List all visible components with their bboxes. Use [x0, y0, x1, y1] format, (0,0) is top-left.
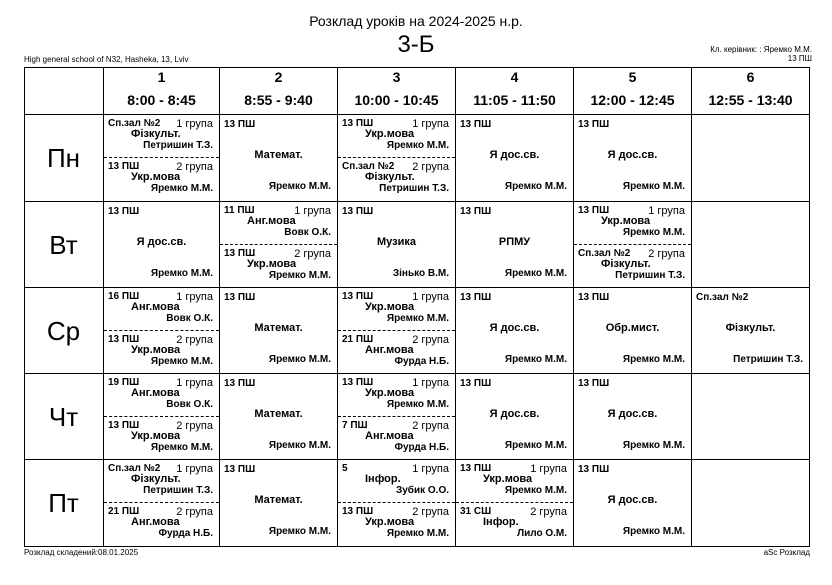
lesson-cell [220, 288, 338, 374]
lesson-subject: Я дос.св. [607, 408, 658, 420]
lesson-group-half [104, 374, 219, 417]
lesson-cell [456, 288, 574, 374]
lesson-subject: Музика [377, 236, 416, 248]
lesson-group: 2 група [648, 248, 685, 260]
lesson-cell [220, 374, 338, 460]
lesson-room: 13 ПШ [460, 463, 492, 474]
corner-cell [24, 67, 104, 115]
lesson-room: 13 ПШ [224, 464, 256, 475]
empty-lesson-cell [692, 115, 810, 202]
lesson-room: 19 ПШ [108, 377, 140, 388]
lesson-room: Сп.зал №2 [108, 463, 161, 474]
lesson-room: 13 ПШ [224, 378, 256, 389]
day-cell [24, 374, 104, 460]
lesson-teacher: Яремко М.М. [386, 528, 449, 539]
lesson-subject: Укр.мова [483, 473, 533, 485]
split-lesson-cell [456, 460, 574, 547]
class-teacher-room: 13 ПШ [787, 54, 812, 63]
lesson-teacher: Вовк О.К. [166, 399, 213, 410]
lesson-group-half [338, 460, 455, 503]
generated-date: Розклад складений:08.01.2025 [24, 548, 139, 557]
lesson-teacher: Петришин Т.З. [733, 354, 803, 365]
lesson-group-half [456, 503, 573, 545]
split-lesson-cell [104, 115, 220, 202]
lesson-subject: Математ. [254, 149, 303, 161]
lesson-group: 1 група [412, 377, 449, 389]
day-label: Ср [46, 316, 81, 346]
lesson-room: 13 ПШ [224, 292, 256, 303]
lesson-cell [104, 202, 220, 288]
lesson-teacher: Фурда Н.Б. [394, 442, 449, 453]
lesson-group: 2 група [412, 334, 449, 346]
lesson-teacher: Яремко М.М. [268, 440, 331, 451]
lesson-room: 13 ПШ [108, 161, 140, 172]
period-number: 3 [392, 69, 401, 85]
lesson-subject: Інфор. [483, 516, 519, 528]
lesson-teacher: Яремко М.М. [386, 140, 449, 151]
lesson-group: 1 група [648, 205, 685, 217]
lesson-subject: Анг.мова [247, 215, 296, 227]
split-lesson-cell [574, 202, 692, 288]
lesson-teacher: Яремко М.М. [504, 181, 567, 192]
lesson-subject: Укр.мова [247, 258, 297, 270]
lesson-room: 13 ПШ [342, 291, 374, 302]
day-cell [24, 115, 104, 202]
lesson-group-half [338, 288, 455, 331]
lesson-teacher: Лило О.М. [517, 528, 567, 539]
app-credit: aSc Розклад [763, 548, 810, 557]
lesson-teacher: Яремко М.М. [622, 440, 685, 451]
period-time: 8:55 - 9:40 [244, 92, 313, 108]
lesson-room: Сп.зал №2 [696, 292, 749, 303]
day-label: Чт [48, 402, 79, 432]
lesson-room: Сп.зал №2 [342, 161, 395, 172]
lesson-teacher: Яремко М.М. [150, 183, 213, 194]
period-header [338, 67, 456, 115]
lesson-group-half [338, 331, 455, 373]
lesson-teacher: Яремко М.М. [386, 313, 449, 324]
lesson-room: 13 ПШ [108, 420, 140, 431]
lesson-room: 13 ПШ [460, 206, 492, 217]
lesson-room: 13 ПШ [224, 248, 256, 259]
period-header [104, 67, 220, 115]
split-lesson-cell [338, 288, 456, 374]
lesson-cell [456, 374, 574, 460]
period-time: 10:00 - 10:45 [354, 92, 439, 108]
lesson-subject: Укр.мова [131, 430, 181, 442]
lesson-group-half [104, 331, 219, 373]
lesson-cell [220, 460, 338, 547]
lesson-teacher: Яремко М.М. [268, 181, 331, 192]
lesson-group-half [338, 417, 455, 459]
lesson-subject: Математ. [254, 494, 303, 506]
period-header [692, 67, 810, 115]
lesson-subject: Укр.мова [601, 215, 651, 227]
lesson-teacher: Вовк О.К. [166, 313, 213, 324]
lesson-room: 21 ПШ [108, 506, 140, 517]
lesson-subject: Анг.мова [365, 430, 414, 442]
lesson-room: 7 ПШ [342, 420, 368, 431]
lesson-room: 13 ПШ [578, 119, 610, 130]
lesson-subject: Я дос.св. [607, 494, 658, 506]
lesson-subject: Анг.мова [131, 387, 180, 399]
lesson-cell [692, 288, 810, 374]
lesson-teacher: Яремко М.М. [268, 354, 331, 365]
lesson-subject: Обр.мист. [605, 322, 660, 334]
lesson-subject: Фізкульт. [601, 258, 651, 270]
lesson-subject: Я дос.св. [489, 149, 540, 161]
lesson-room: 13 ПШ [578, 464, 610, 475]
lesson-group: 2 група [530, 506, 567, 518]
lesson-room: 13 ПШ [460, 378, 492, 389]
lesson-group-half [456, 460, 573, 503]
lesson-room: 16 ПШ [108, 291, 140, 302]
day-label: Пт [48, 488, 79, 518]
lesson-subject: Укр.мова [365, 301, 415, 313]
period-time: 11:05 - 11:50 [473, 92, 556, 108]
period-number: 6 [746, 69, 755, 85]
lesson-cell [574, 374, 692, 460]
lesson-group-half [104, 460, 219, 503]
lesson-subject: Анг.мова [131, 301, 180, 313]
lesson-subject: Я дос.св. [607, 149, 658, 161]
lesson-subject: Інфор. [365, 473, 401, 485]
day-cell [24, 202, 104, 288]
lesson-group-half [338, 158, 455, 200]
split-lesson-cell [104, 374, 220, 460]
lesson-group: 2 група [176, 334, 213, 346]
lesson-cell [338, 202, 456, 288]
lesson-group: 1 група [176, 377, 213, 389]
lesson-group: 1 група [412, 291, 449, 303]
lesson-cell [456, 202, 574, 288]
lesson-subject: Фізкульт. [365, 171, 415, 183]
lesson-cell [574, 288, 692, 374]
lesson-group: 1 група [294, 205, 331, 217]
lesson-teacher: Яремко М.М. [268, 526, 331, 537]
period-header [220, 67, 338, 115]
lesson-group: 2 група [176, 161, 213, 173]
lesson-teacher: Яремко М.М. [504, 354, 567, 365]
lesson-group-half [104, 417, 219, 459]
lesson-room: 13 ПШ [460, 292, 492, 303]
lesson-room: 11 ПШ [224, 205, 255, 216]
lesson-teacher: Яремко М.М. [150, 268, 213, 279]
period-time: 12:00 - 12:45 [590, 92, 675, 108]
lesson-group-half [338, 115, 455, 158]
period-number: 1 [157, 69, 166, 85]
lesson-group: 1 група [412, 118, 449, 130]
lesson-group-half [104, 288, 219, 331]
lesson-teacher: Яремко М.М. [504, 268, 567, 279]
empty-lesson-cell [692, 202, 810, 288]
class-teacher-name: Кл. керівник: : Яремко М.М. [710, 45, 812, 54]
page-title: Розклад уроків на 2024-2025 н.р. [309, 13, 523, 29]
lesson-teacher: Зубик О.О. [395, 485, 449, 496]
lesson-subject: Фізкульт. [131, 473, 181, 485]
lesson-room: 21 ПШ [342, 334, 374, 345]
empty-lesson-cell [692, 460, 810, 547]
lesson-teacher: Петришин Т.З. [143, 485, 213, 496]
lesson-cell [574, 115, 692, 202]
lesson-room: 13 ПШ [578, 205, 610, 216]
lesson-teacher: Фурда Н.Б. [158, 528, 213, 539]
period-header [456, 67, 574, 115]
lesson-subject: Анг.мова [131, 516, 180, 528]
lesson-subject: Укр.мова [365, 387, 415, 399]
lesson-group-half [104, 158, 219, 200]
class-teacher [710, 45, 812, 63]
lesson-room: 13 ПШ [578, 378, 610, 389]
lesson-subject: Математ. [254, 408, 303, 420]
timetable-grid [24, 67, 810, 547]
split-lesson-cell [338, 115, 456, 202]
lesson-subject: Фізкульт. [131, 128, 181, 140]
lesson-subject: Анг.мова [365, 344, 414, 356]
lesson-teacher: Яремко М.М. [504, 485, 567, 496]
lesson-subject: Укр.мова [131, 171, 181, 183]
lesson-room: Сп.зал №2 [108, 118, 161, 129]
lesson-cell [220, 115, 338, 202]
lesson-group: 2 група [294, 248, 331, 260]
lesson-teacher: Яремко М.М. [504, 440, 567, 451]
lesson-subject: Математ. [254, 322, 303, 334]
lesson-subject: Я дос.св. [489, 408, 540, 420]
lesson-room: 13 ПШ [578, 292, 610, 303]
day-cell [24, 460, 104, 547]
school-name: High general school of N32, Hasheka, 13, Lviv [24, 55, 189, 64]
lesson-group: 1 група [530, 463, 567, 475]
lesson-room: 13 ПШ [342, 206, 374, 217]
lesson-group: 2 група [412, 506, 449, 518]
period-time: 12:55 - 13:40 [708, 92, 793, 108]
lesson-teacher: Яремко М.М. [268, 270, 331, 281]
day-label: Пн [46, 143, 81, 173]
lesson-teacher: Петришин Т.З. [379, 183, 449, 194]
lesson-room: 13 ПШ [108, 334, 140, 345]
period-header [574, 67, 692, 115]
lesson-subject: Укр.мова [131, 344, 181, 356]
lesson-teacher: Яремко М.М. [622, 227, 685, 238]
lesson-group: 2 група [412, 420, 449, 432]
period-time: 8:00 - 8:45 [127, 92, 196, 108]
lesson-subject: Я дос.св. [489, 322, 540, 334]
lesson-teacher: Яремко М.М. [150, 356, 213, 367]
class-name: 3-Б [397, 31, 435, 58]
lesson-group: 2 група [176, 420, 213, 432]
lesson-group-half [104, 503, 219, 545]
lesson-group: 1 група [176, 463, 213, 475]
lesson-subject: РПМУ [498, 236, 531, 248]
lesson-teacher: Петришин Т.З. [615, 270, 685, 281]
lesson-room: 13 ПШ [342, 377, 374, 388]
lesson-room: 5 [342, 463, 348, 474]
split-lesson-cell [338, 374, 456, 460]
lesson-group-half [338, 503, 455, 545]
lesson-teacher: Яремко М.М. [386, 399, 449, 410]
lesson-room: 13 ПШ [460, 119, 492, 130]
lesson-subject: Я дос.св. [136, 236, 187, 248]
lesson-group-half [220, 202, 337, 245]
split-lesson-cell [220, 202, 338, 288]
lesson-group-half [220, 245, 337, 287]
lesson-group-half [104, 115, 219, 158]
lesson-group-half [574, 245, 691, 287]
lesson-room: 31 СШ [460, 506, 492, 517]
split-lesson-cell [338, 460, 456, 547]
lesson-teacher: Петришин Т.З. [143, 140, 213, 151]
day-cell [24, 288, 104, 374]
lesson-teacher: Зінько В.М. [392, 268, 449, 279]
lesson-teacher: Яремко М.М. [622, 354, 685, 365]
period-number: 2 [274, 69, 283, 85]
lesson-teacher: Яремко М.М. [622, 181, 685, 192]
lesson-group: 1 група [412, 463, 449, 475]
split-lesson-cell [104, 460, 220, 547]
lesson-cell [574, 460, 692, 547]
lesson-teacher: Фурда Н.Б. [394, 356, 449, 367]
lesson-teacher: Яремко М.М. [150, 442, 213, 453]
day-label: Вт [49, 230, 78, 260]
period-number: 4 [510, 69, 519, 85]
lesson-group-half [574, 202, 691, 245]
lesson-room: 13 ПШ [342, 118, 374, 129]
lesson-group: 1 група [176, 118, 213, 130]
lesson-subject: Фізкульт. [725, 322, 776, 334]
lesson-teacher: Вовк О.К. [284, 227, 331, 238]
lesson-room: 13 ПШ [224, 119, 256, 130]
lesson-teacher: Яремко М.М. [622, 526, 685, 537]
lesson-room: 13 ПШ [342, 506, 374, 517]
lesson-group-half [338, 374, 455, 417]
lesson-room: 13 ПШ [108, 206, 140, 217]
lesson-group: 1 група [176, 291, 213, 303]
lesson-subject: Укр.мова [365, 516, 415, 528]
lesson-cell [456, 115, 574, 202]
lesson-group: 2 група [176, 506, 213, 518]
lesson-room: Сп.зал №2 [578, 248, 631, 259]
split-lesson-cell [104, 288, 220, 374]
period-number: 5 [628, 69, 637, 85]
lesson-subject: Укр.мова [365, 128, 415, 140]
lesson-group: 2 група [412, 161, 449, 173]
empty-lesson-cell [692, 374, 810, 460]
